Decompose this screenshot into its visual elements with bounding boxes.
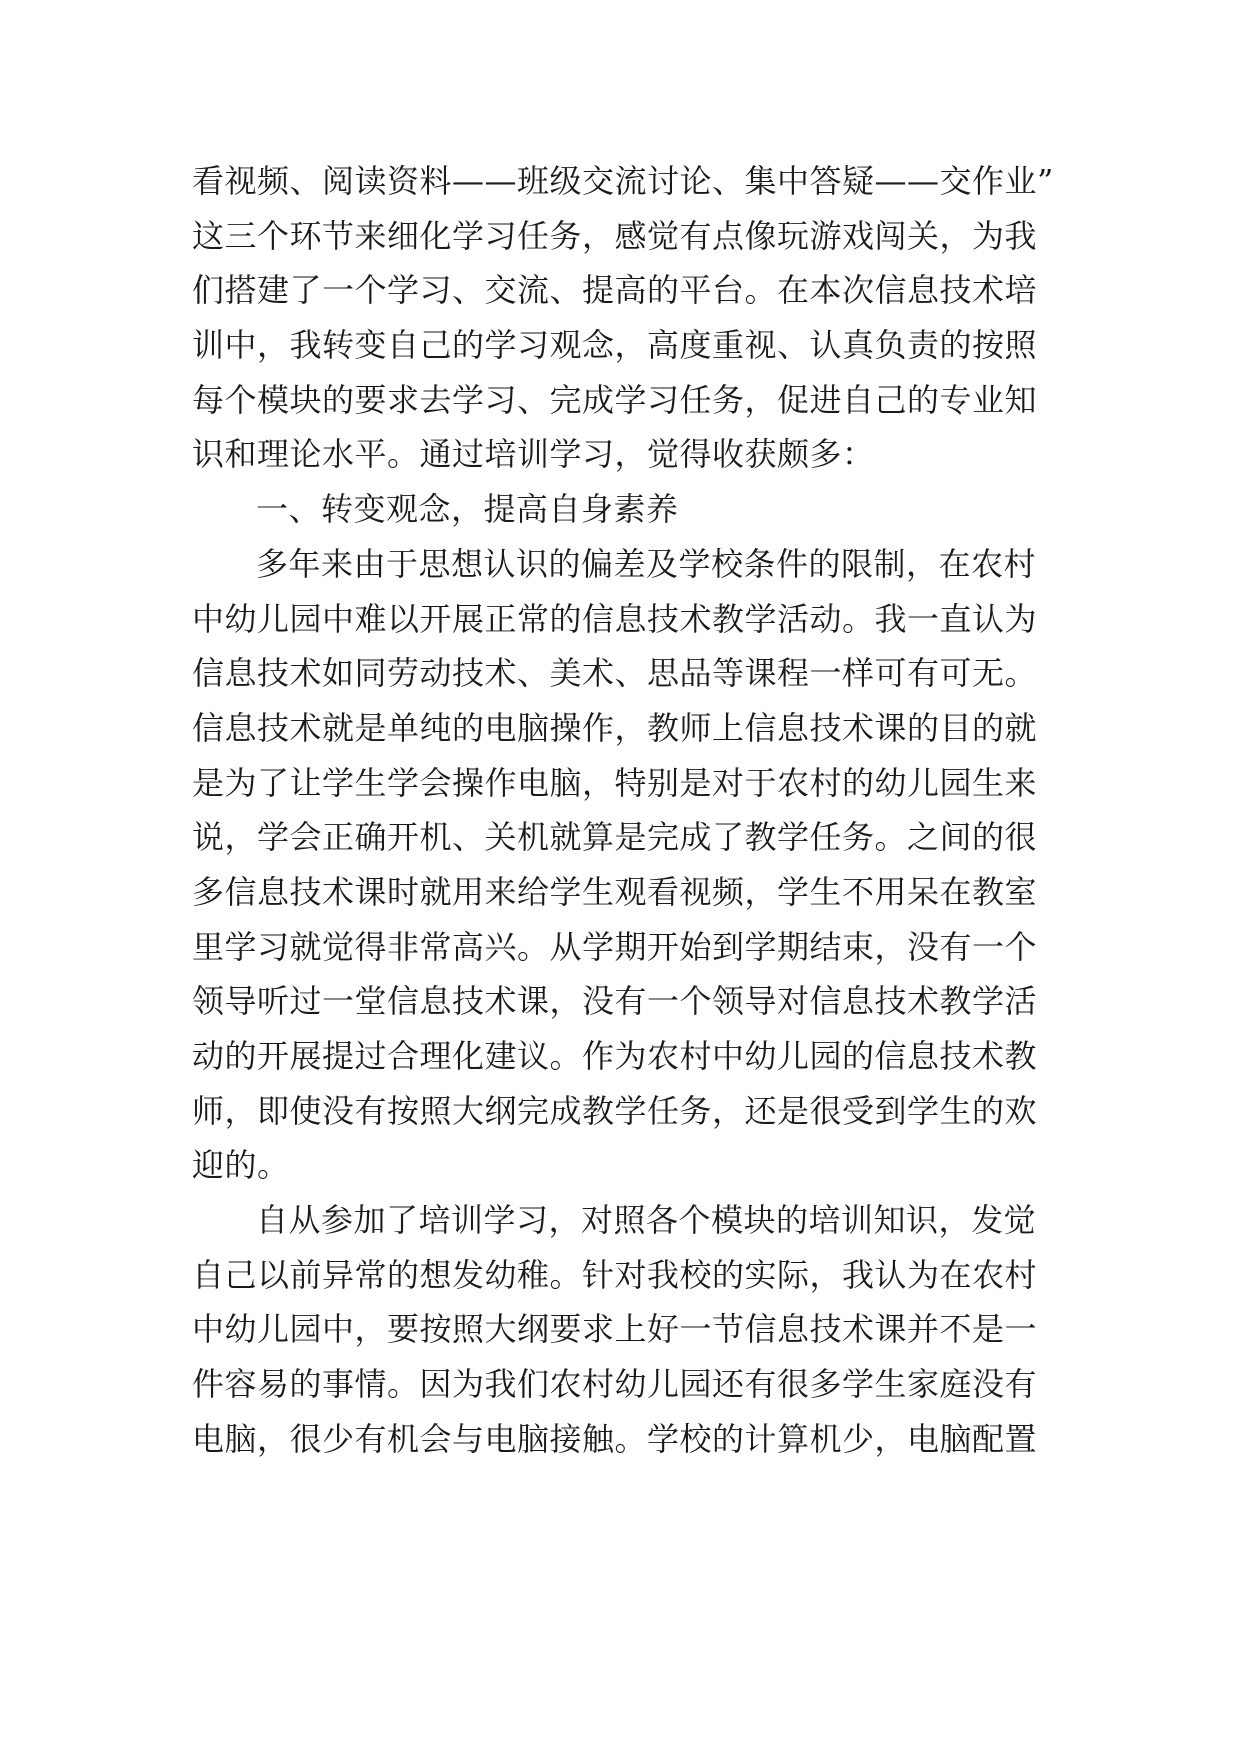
text-line: 中幼儿园中难以开展正常的信息技术教学活动。我一直认为 [192,599,1038,638]
text-line: 这三个环节来细化学习任务，感觉有点像玩游戏闯关，为我 [192,216,1038,255]
text-line: 领导听过一堂信息技术课，没有一个领导对信息技术教学活 [192,982,1038,1021]
body-text [192,154,1092,1467]
paragraph-start: 多年来由于思想认识的偏差及学校条件的限制，在农村 [256,544,1037,583]
text-line: 说，学会正确开机、关机就算是完成了教学任务。之间的很 [192,818,1038,857]
text-line: 电脑，很少有机会与电脑接触。学校的计算机少，电脑配置 [192,1419,1038,1458]
text-line: 里学习就觉得非常高兴。从学期开始到学期结束，没有一个 [192,927,1038,966]
text-line: 自己以前异常的想发幼稚。针对我校的实际，我认为在农村 [192,1255,1038,1294]
text-line: 多信息技术课时就用来给学生观看视频，学生不用呆在教室 [192,872,1038,911]
text-line: 每个模块的要求去学习、完成学习任务，促进自己的专业知 [192,380,1038,419]
paragraph-start: 自从参加了培训学习，对照各个模块的培训知识，发觉 [256,1201,1037,1240]
text-line: 动的开展提过合理化建议。作为农村中幼儿园的信息技术教 [192,1037,1038,1075]
text-line: 识和理论水平。通过培训学习，觉得收获颇多： [192,435,875,474]
text-line: 迎的。 [192,1146,290,1185]
text-line: 是为了让学生学会操作电脑，特别是对于农村的幼儿园生来 [192,763,1038,802]
text-line: 训中，我转变自己的学习观念，高度重视、认真负责的按照 [192,326,1038,365]
section-heading: 一、转变观念，提高自身素养 [256,490,679,529]
text-line: 看视频、阅读资料——班级交流讨论、集中答疑——交作业” [192,162,1054,200]
text-line: 信息技术就是单纯的电脑操作，教师上信息技术课的目的就 [192,708,1038,747]
text-line: 们搭建了一个学习、交流、提高的平台。在本次信息技术培 [192,271,1038,310]
text-line: 师，即使没有按照大纲完成教学任务，还是很受到学生的欢 [192,1091,1038,1130]
text-line: 信息技术如同劳动技术、美术、思品等课程一样可有可无。 [192,654,1038,693]
text-line: 中幼儿园中，要按照大纲要求上好一节信息技术课并不是一 [192,1310,1038,1349]
text-line: 件容易的事情。因为我们农村幼儿园还有很多学生家庭没有 [192,1365,1038,1404]
